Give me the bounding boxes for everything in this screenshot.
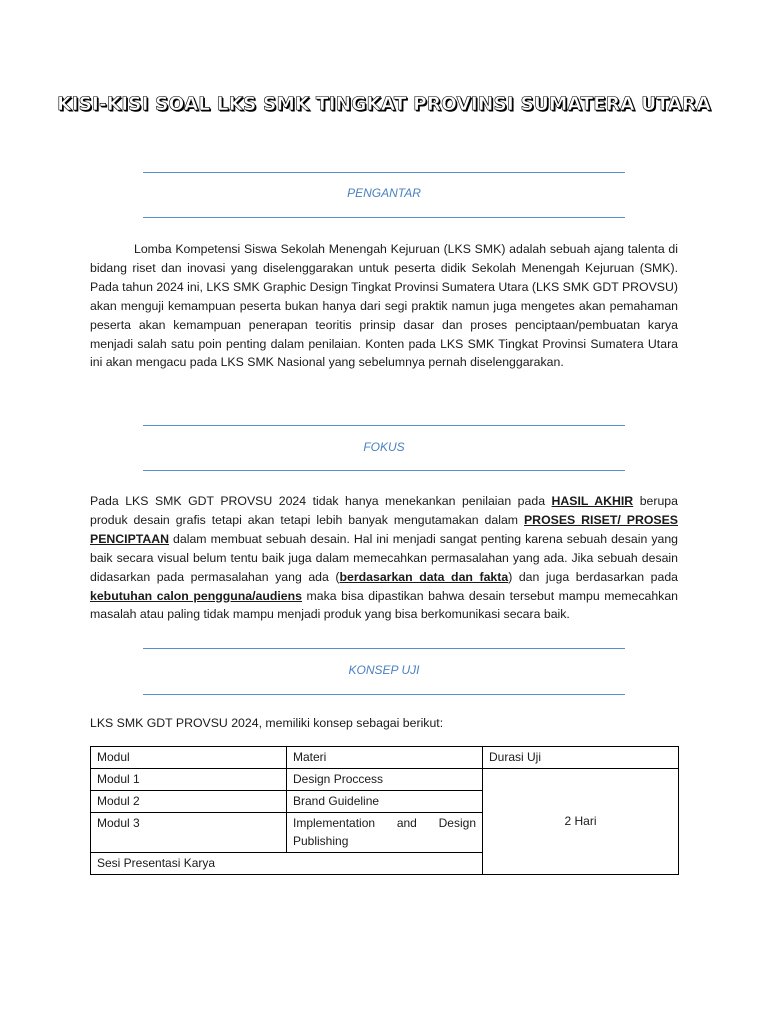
table-cell-materi: Design Proccess <box>287 769 483 791</box>
fokus-emphasis: kebutuhan calon pengguna/audiens <box>90 588 302 603</box>
pengantar-text: Lomba Kompetensi Siswa Sekolah Menengah Kejuruan (LKS SMK) adalah sebuah ajang talenta di bidang riset dan inovasi yang diselenggarakan untuk peserta didik Sekolah Menengah Kejuruan (SMK). Pada tahun 2024 ini, LKS SMK Graphic Design Tingkat Provinsi Sumatera Utara (LKS SMK GDT PROVSU) akan menguji kemampuan peserta bukan hanya dari segi praktik namun juga mengetes akan pemahaman peserta akan kemampuan penerapan teoritis prinsip dasar dan proses penciptaan/pembuatan karya menjadi salah satu poin penting dalam penilaian. Konten pada LKS SMK Tingkat Provinsi Sumatera Utara ini akan mengacu pada LKS SMK Nasional yang sebelumnya pernah diselenggarakan. <box>90 242 678 370</box>
fokus-text: dalam membuat sebuah desain. Hal ini menjadi sangat penting karena sebuah desain yang baik secara visual belum tentu baik juga dalam memecahkan permasalahan yang ada. Jika sebuah desain didasarkan pada permasalahan yang ada ( <box>90 531 678 584</box>
section-divider-top <box>143 648 625 649</box>
table-cell-modul: Modul 2 <box>91 791 287 813</box>
fokus-emphasis: PROSES RISET/ PROSES PENCIPTAAN <box>90 512 678 546</box>
pengantar-paragraph <box>90 240 678 372</box>
table-header-cell: Durasi Uji <box>483 747 679 769</box>
document-title: KISI-KISI SOAL LKS SMK TINGKAT PROVINSI SUMATERA UTARA <box>57 94 711 115</box>
table-cell-modul: Modul 3 <box>91 813 287 853</box>
section-divider-top <box>143 425 625 426</box>
konsep-intro: LKS SMK GDT PROVSU 2024, memiliki konsep sebagai berikut: <box>90 716 444 730</box>
section-divider-bottom <box>143 470 625 471</box>
fokus-paragraph <box>90 492 678 624</box>
fokus-emphasis: HASIL AKHIR <box>551 494 634 508</box>
table-cell-materi: Implementation and Design Publishing <box>287 813 483 853</box>
section-divider-bottom <box>143 694 625 695</box>
section-heading-konsep-uji: KONSEP UJI <box>348 663 420 677</box>
table-cell-durasi: 2 Hari <box>483 769 679 875</box>
table-row <box>91 769 679 791</box>
fokus-text: Pada LKS SMK GDT PROVSU 2024 tidak hanya menekankan penilaian pada <box>90 494 552 508</box>
table-cell-materi: Brand Guideline <box>287 791 483 813</box>
table-header-row <box>91 747 679 769</box>
table-cell-presentasi: Sesi Presentasi Karya <box>91 853 483 875</box>
table-cell-modul: Modul 1 <box>91 769 287 791</box>
fokus-text: berupa produk desain grafis tetapi akan tetapi lebih banyak mengutamakan dalam <box>90 494 678 527</box>
table-header-cell: Modul <box>91 747 287 769</box>
section-divider-bottom <box>143 217 625 218</box>
fokus-text: maka bisa dipastikan bahwa desain tersebut mampu memecahkan masalah atau paling tidak mampu menjadi produk yang bisa berkomunikasi secara baik. <box>90 588 679 622</box>
table-header-cell: Materi <box>287 747 483 769</box>
section-heading-pengantar: PENGANTAR <box>347 186 421 200</box>
fokus-emphasis: berdasarkan data dan fakta <box>339 569 509 584</box>
fokus-text: ) dan juga berdasarkan pada <box>508 569 678 584</box>
section-heading-fokus: FOKUS <box>363 440 405 454</box>
konsep-table <box>90 746 679 875</box>
section-divider-top <box>143 172 625 173</box>
